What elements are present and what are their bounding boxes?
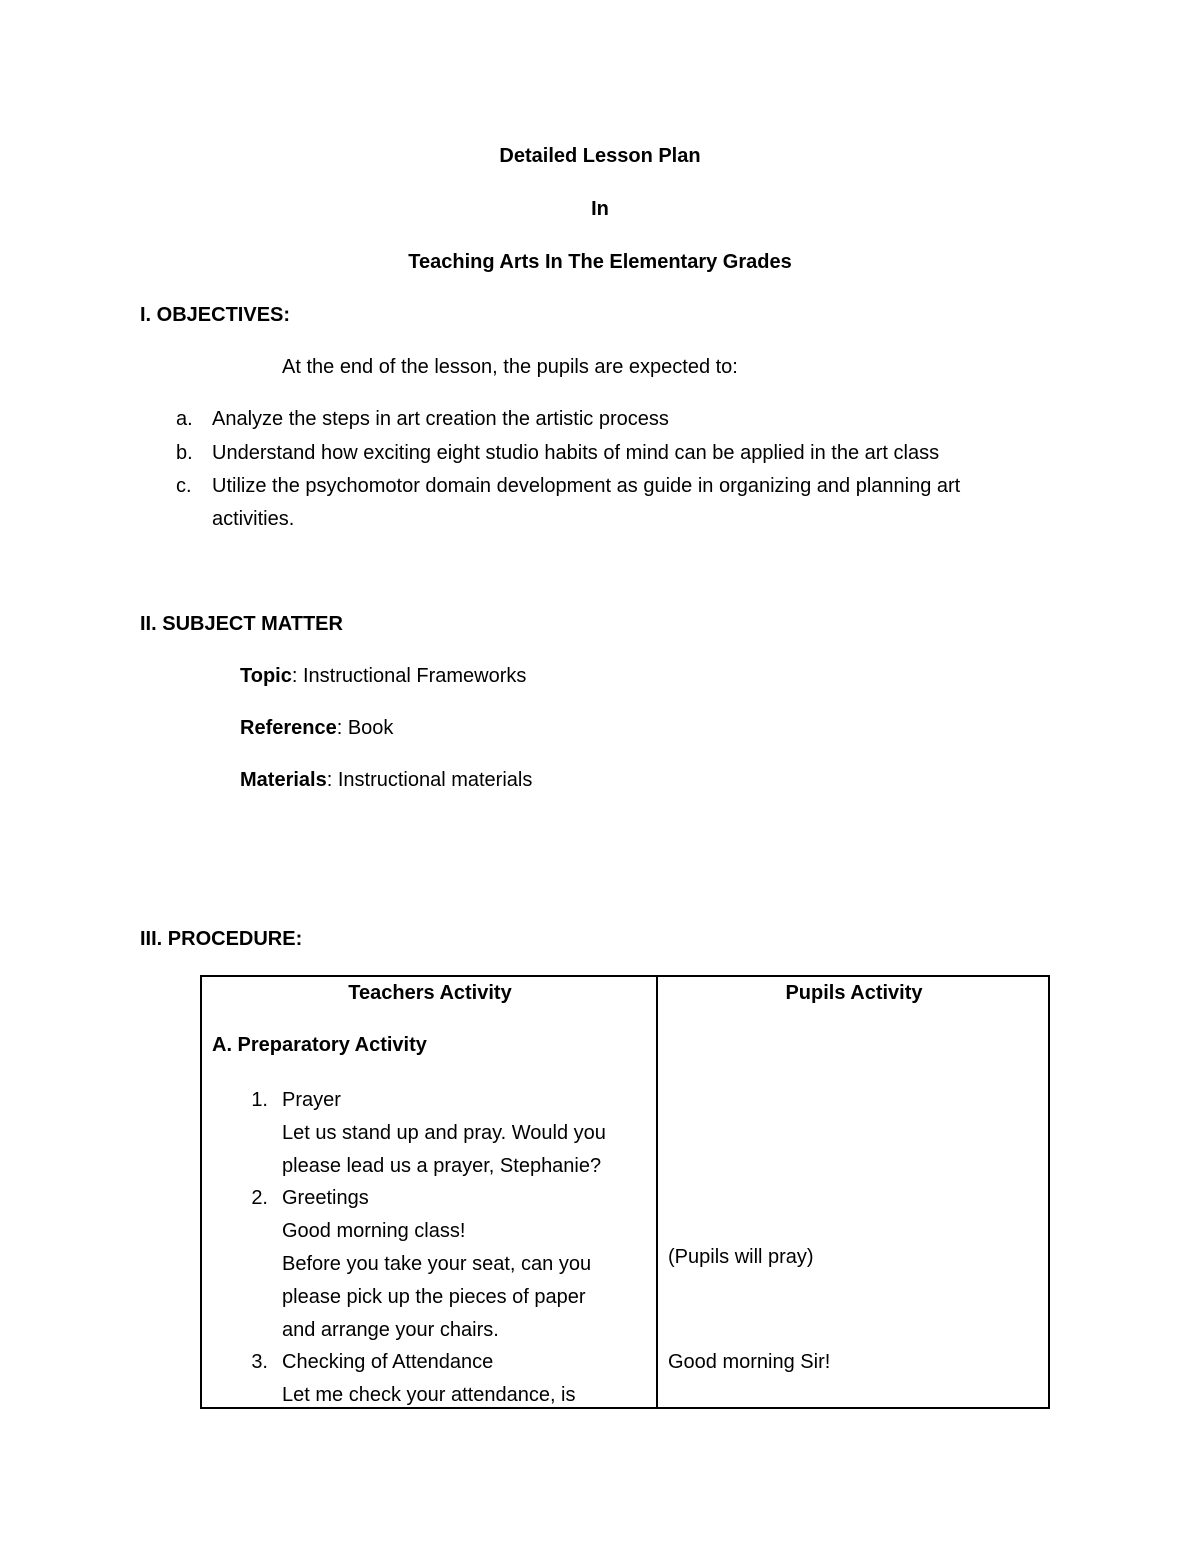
- objective-mark: a.: [176, 408, 193, 430]
- step-number: 1.: [251, 1089, 268, 1111]
- objective-text: Analyze the steps in art creation the artistic process: [212, 408, 669, 430]
- procedure-table: [200, 975, 1050, 1409]
- topic-line: [240, 664, 526, 688]
- step-text: Good morning class!: [282, 1220, 466, 1242]
- objective-text: Understand how exciting eight studio habits of mind can be applied in the art class: [212, 442, 940, 464]
- objective-mark: c.: [176, 475, 192, 497]
- step-title-prayer: Prayer: [282, 1089, 341, 1111]
- reference-value: : Book: [336, 717, 394, 739]
- preparatory-activity-heading: A. Preparatory Activity: [212, 1034, 427, 1056]
- procedure-heading: III. PROCEDURE:: [140, 928, 303, 950]
- pupil-response: (Pupils will pray): [668, 1246, 814, 1268]
- subject-matter-heading: II. SUBJECT MATTER: [140, 613, 343, 635]
- objective-text: Utilize the psychomotor domain development as guide in organizing and planning art: [212, 475, 961, 497]
- pupils-activity-header: Pupils Activity: [785, 982, 923, 1004]
- step-text: please pick up the pieces of paper: [282, 1286, 586, 1308]
- reference-line: [240, 716, 393, 740]
- document-title-in: In: [591, 198, 609, 220]
- step-text: please lead us a prayer, Stephanie?: [282, 1155, 602, 1177]
- materials-label: Materials: [240, 769, 327, 791]
- materials-line: [240, 768, 532, 792]
- materials-value: : Instructional materials: [326, 769, 533, 791]
- step-title-greetings: Greetings: [282, 1187, 369, 1209]
- objective-text: activities.: [212, 508, 295, 530]
- teachers-activity-cell: [201, 976, 657, 1408]
- step-number: 3.: [251, 1351, 268, 1373]
- document-subject: Teaching Arts In The Elementary Grades: [408, 251, 792, 273]
- objectives-intro: At the end of the lesson, the pupils are expected to:: [282, 356, 738, 378]
- step-text: and arrange your chairs.: [282, 1319, 499, 1341]
- topic-value: : Instructional Frameworks: [291, 665, 527, 687]
- topic-label: Topic: [240, 665, 292, 687]
- step-text: Before you take your seat, can you: [282, 1253, 592, 1275]
- step-text: Let us stand up and pray. Would you: [282, 1122, 606, 1144]
- teachers-activity-header: Teachers Activity: [348, 982, 512, 1004]
- step-title-attendance: Checking of Attendance: [282, 1351, 494, 1373]
- pupils-activity-cell: [657, 976, 1049, 1408]
- reference-label: Reference: [240, 717, 337, 739]
- step-number: 2.: [251, 1187, 268, 1209]
- document-title: Detailed Lesson Plan: [499, 145, 701, 167]
- objectives-heading: I. OBJECTIVES:: [140, 304, 291, 326]
- step-text: Let me check your attendance, is: [282, 1384, 576, 1406]
- pupil-response: Good morning Sir!: [668, 1351, 831, 1373]
- objective-mark: b.: [176, 442, 193, 464]
